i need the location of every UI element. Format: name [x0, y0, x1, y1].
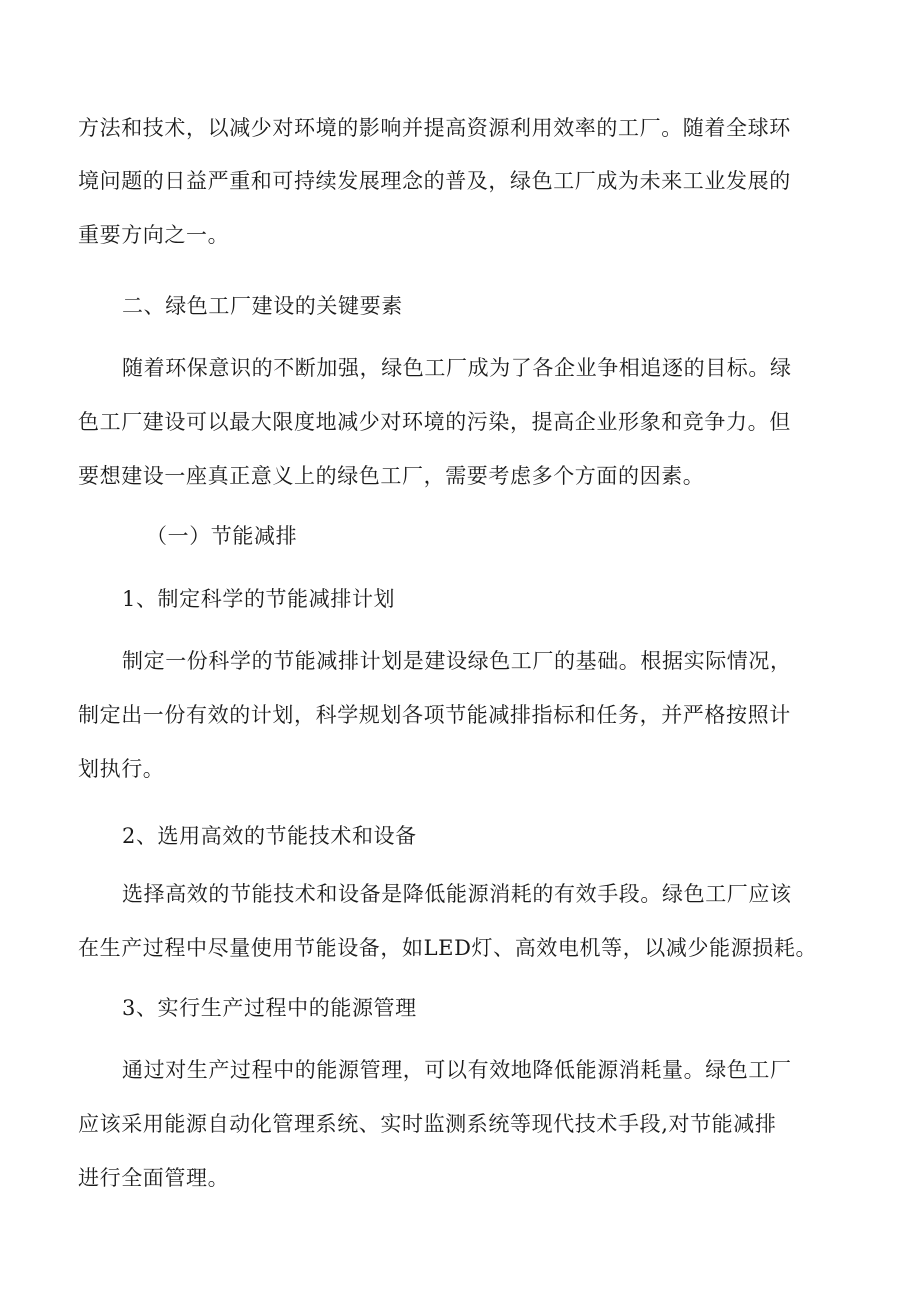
paragraph-line: 要想建设一座真正意义上的绿色工厂，需要考虑多个方面的因素。 — [78, 464, 705, 488]
paragraph-line: 划执行。 — [78, 757, 165, 781]
paragraph-line: 通过对生产过程中的能源管理，可以有效地降低能源消耗量。绿色工厂 — [122, 1058, 792, 1082]
paragraph-line: 应该采用能源自动化管理系统、实时监测系统等现代技术手段,对节能减排 — [78, 1112, 777, 1136]
paragraph-line: 重要方向之一。 — [78, 223, 230, 247]
paragraph-line: 选择高效的节能技术和设备是降低能源消耗的有效手段。绿色工厂应该 — [122, 882, 792, 906]
item-heading: 2、选用高效的节能技术和设备 — [122, 824, 417, 848]
subsection-heading: （一）节能减排 — [146, 524, 298, 548]
paragraph-line: 在生产过程中尽量使用节能设备，如LED灯、高效电机等，以减少能源损耗。 — [78, 936, 818, 960]
section-heading: 二、绿色工厂建设的关键要素 — [122, 294, 403, 318]
paragraph-line: 境问题的日益严重和可持续发展理念的普及，绿色工厂成为未来工业发展的 — [78, 169, 791, 193]
paragraph-line: 制定出一份有效的计划，科学规划各项节能减排指标和任务，并严格按照计 — [78, 703, 791, 727]
paragraph-line: 色工厂建设可以最大限度地减少对环境的污染，提高企业形象和竞争力。但 — [78, 410, 791, 434]
paragraph-line: 制定一份科学的节能减排计划是建设绿色工厂的基础。根据实际情况， — [122, 649, 792, 673]
item-heading: 1、制定科学的节能减排计划 — [122, 587, 396, 611]
paragraph-line: 进行全面管理。 — [78, 1166, 230, 1190]
item-heading: 3、实行生产过程中的能源管理 — [122, 996, 417, 1020]
paragraph-line: 方法和技术，以减少对环境的影响并提高资源利用效率的工厂。随着全球环 — [78, 116, 791, 140]
paragraph-line: 随着环保意识的不断加强，绿色工厂成为了各企业争相追逐的目标。绿 — [122, 356, 792, 380]
